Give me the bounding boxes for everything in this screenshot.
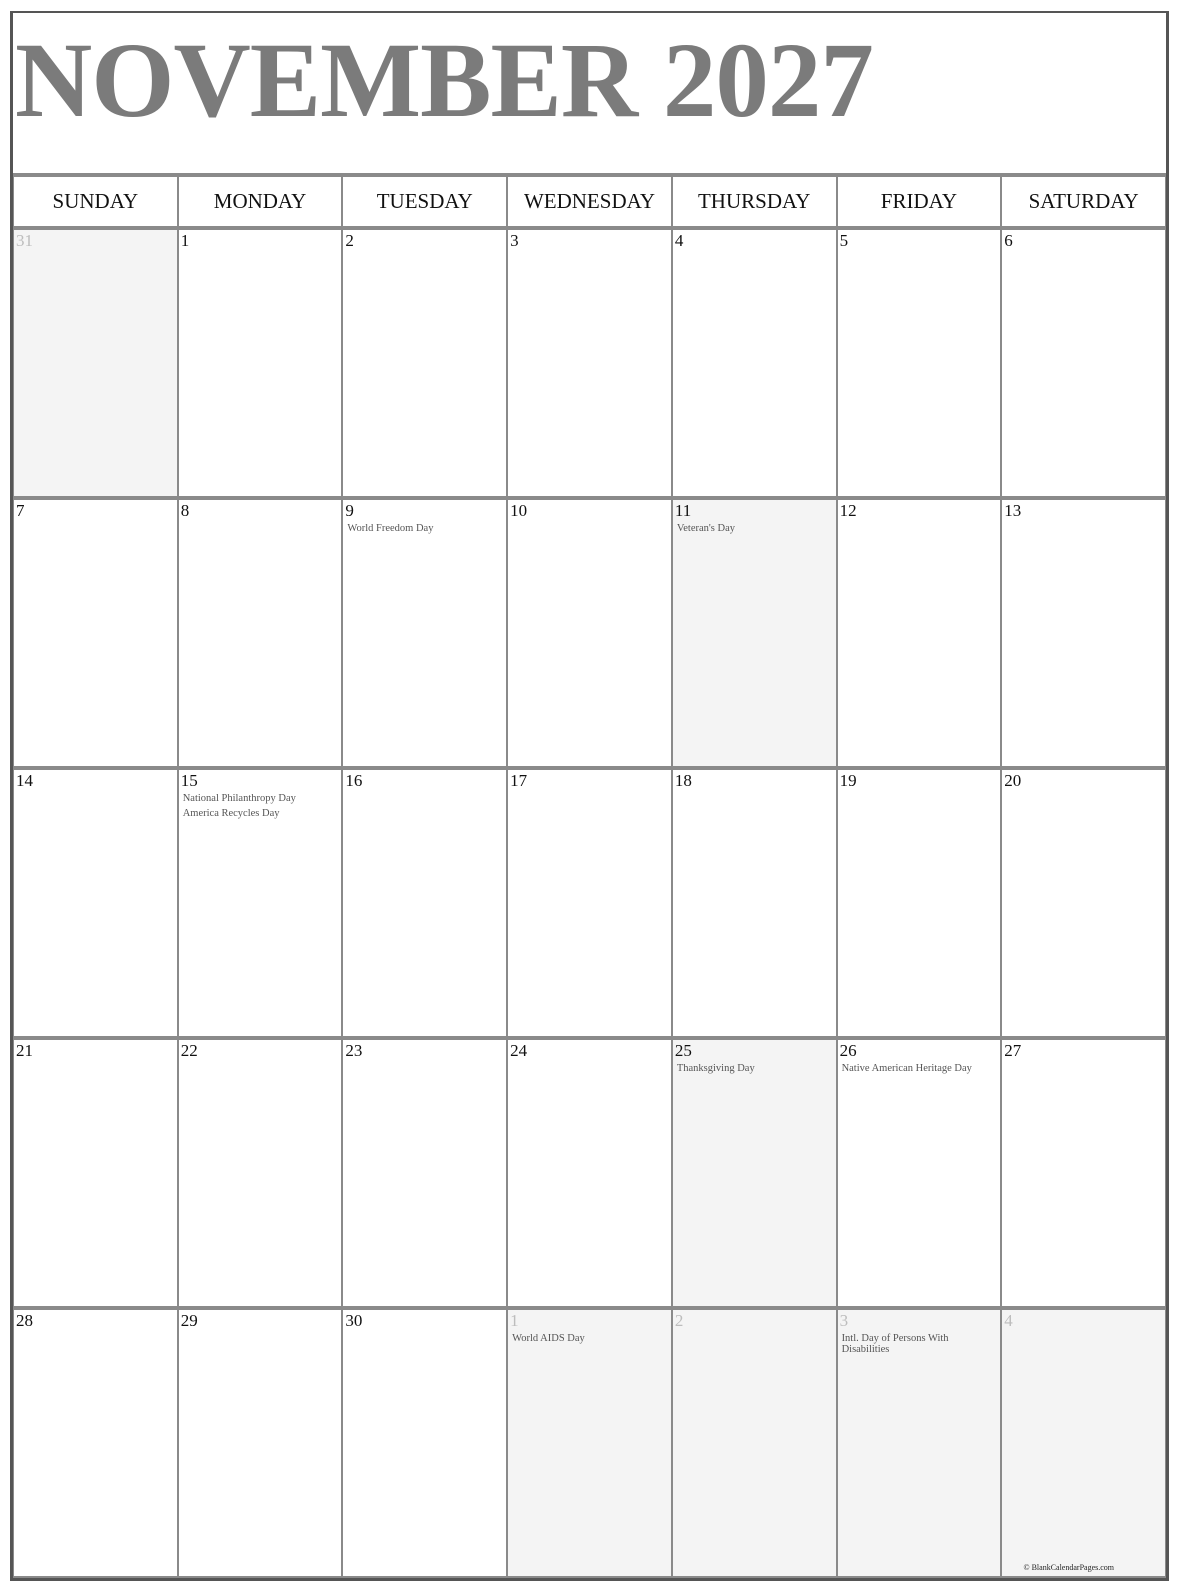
event-label: National Philanthropy Day xyxy=(182,793,296,804)
event-label: Veteran's Day xyxy=(676,523,736,534)
copyright-watermark: © BlankCalendarPages.com xyxy=(1023,1563,1114,1572)
day-cell[interactable] xyxy=(837,498,1002,768)
day-number: 28 xyxy=(16,1311,33,1330)
day-cell[interactable] xyxy=(178,1038,343,1308)
day-number: 16 xyxy=(345,771,363,790)
event-label: Native American Heritage Day xyxy=(841,1063,972,1074)
day-number: 19 xyxy=(839,771,857,790)
day-cell[interactable] xyxy=(672,768,837,1038)
day-cell[interactable] xyxy=(178,768,343,1038)
day-cell[interactable] xyxy=(1001,228,1166,498)
event-list xyxy=(842,1333,997,1359)
calendar-frame xyxy=(10,11,1169,1581)
day-cell[interactable] xyxy=(1001,498,1166,768)
day-cell[interactable] xyxy=(13,1038,178,1308)
day-cell[interactable] xyxy=(672,498,837,768)
day-cell[interactable] xyxy=(1001,768,1166,1038)
day-cell[interactable] xyxy=(507,228,672,498)
weekday-header: WEDNESDAY xyxy=(507,175,672,228)
day-number: 24 xyxy=(510,1041,528,1060)
weekday-header: TUESDAY xyxy=(342,175,507,228)
weekday-header: SUNDAY xyxy=(13,175,178,228)
day-number: 7 xyxy=(16,501,25,520)
weekday-header: THURSDAY xyxy=(672,175,837,228)
day-cell[interactable] xyxy=(837,1038,1002,1308)
day-number: 25 xyxy=(674,1041,692,1060)
day-cell[interactable] xyxy=(342,1038,507,1308)
day-number: 12 xyxy=(839,501,857,520)
day-cell[interactable] xyxy=(342,768,507,1038)
day-cell[interactable] xyxy=(342,228,507,498)
event-label: Intl. Day of Persons With Disabilities xyxy=(841,1333,949,1355)
event-list xyxy=(677,523,832,538)
event-list xyxy=(183,793,338,823)
day-cell[interactable] xyxy=(13,1308,178,1578)
day-cell[interactable] xyxy=(507,1308,672,1578)
day-number: 11 xyxy=(674,501,692,520)
day-cell[interactable] xyxy=(672,1038,837,1308)
day-number: 26 xyxy=(839,1041,857,1060)
weekday-header: SATURDAY xyxy=(1001,175,1166,228)
day-number: 8 xyxy=(180,501,190,520)
day-number: 9 xyxy=(345,501,354,520)
day-number: 15 xyxy=(180,771,198,790)
title-bar xyxy=(13,13,1166,175)
day-number: 27 xyxy=(1004,1041,1022,1060)
day-number: 22 xyxy=(180,1041,198,1060)
day-cell[interactable] xyxy=(837,768,1002,1038)
day-number: 4 xyxy=(1004,1311,1013,1330)
day-cell[interactable] xyxy=(178,1308,343,1578)
day-cell[interactable] xyxy=(837,1308,1002,1578)
day-cell[interactable] xyxy=(672,228,837,498)
day-cell[interactable] xyxy=(13,228,178,498)
day-number: 10 xyxy=(510,501,528,520)
day-number: 14 xyxy=(16,771,33,790)
day-number: 2 xyxy=(345,231,354,250)
day-number: 23 xyxy=(345,1041,363,1060)
day-number: 18 xyxy=(674,771,692,790)
day-number: 5 xyxy=(839,231,849,250)
day-number: 2 xyxy=(674,1311,684,1330)
day-number: 4 xyxy=(674,231,684,250)
day-number: 6 xyxy=(1004,231,1013,250)
day-number: 21 xyxy=(16,1041,33,1060)
weekday-header: FRIDAY xyxy=(837,175,1002,228)
calendar-grid xyxy=(13,175,1166,1578)
day-number: 1 xyxy=(510,1311,519,1330)
day-cell[interactable] xyxy=(507,498,672,768)
day-cell[interactable] xyxy=(178,228,343,498)
event-list xyxy=(842,1063,997,1078)
day-number: 30 xyxy=(345,1311,363,1330)
day-number: 31 xyxy=(16,231,33,250)
day-number: 29 xyxy=(180,1311,198,1330)
event-label: Thanksgiving Day xyxy=(676,1063,755,1074)
day-cell[interactable] xyxy=(342,1308,507,1578)
event-label: America Recycles Day xyxy=(182,808,280,819)
event-label: World AIDS Day xyxy=(512,1333,585,1344)
day-cell[interactable] xyxy=(1001,1308,1166,1578)
day-number: 3 xyxy=(839,1311,849,1330)
day-number: 3 xyxy=(510,231,519,250)
day-number: 20 xyxy=(1004,771,1022,790)
day-cell[interactable] xyxy=(507,1038,672,1308)
event-list xyxy=(677,1063,832,1078)
event-label: World Freedom Day xyxy=(347,523,434,534)
day-number: 1 xyxy=(180,231,190,250)
day-number: 13 xyxy=(1004,501,1022,520)
day-cell[interactable] xyxy=(13,498,178,768)
day-cell[interactable] xyxy=(342,498,507,768)
calendar-title: NOVEMBER 2027 xyxy=(15,22,873,140)
day-cell[interactable] xyxy=(1001,1038,1166,1308)
day-number: 17 xyxy=(510,771,528,790)
day-cell[interactable] xyxy=(13,768,178,1038)
event-list xyxy=(512,1333,667,1348)
event-list xyxy=(347,523,502,538)
day-cell[interactable] xyxy=(672,1308,837,1578)
weekday-header: MONDAY xyxy=(178,175,343,228)
day-cell[interactable] xyxy=(837,228,1002,498)
day-cell[interactable] xyxy=(178,498,343,768)
day-cell[interactable] xyxy=(507,768,672,1038)
